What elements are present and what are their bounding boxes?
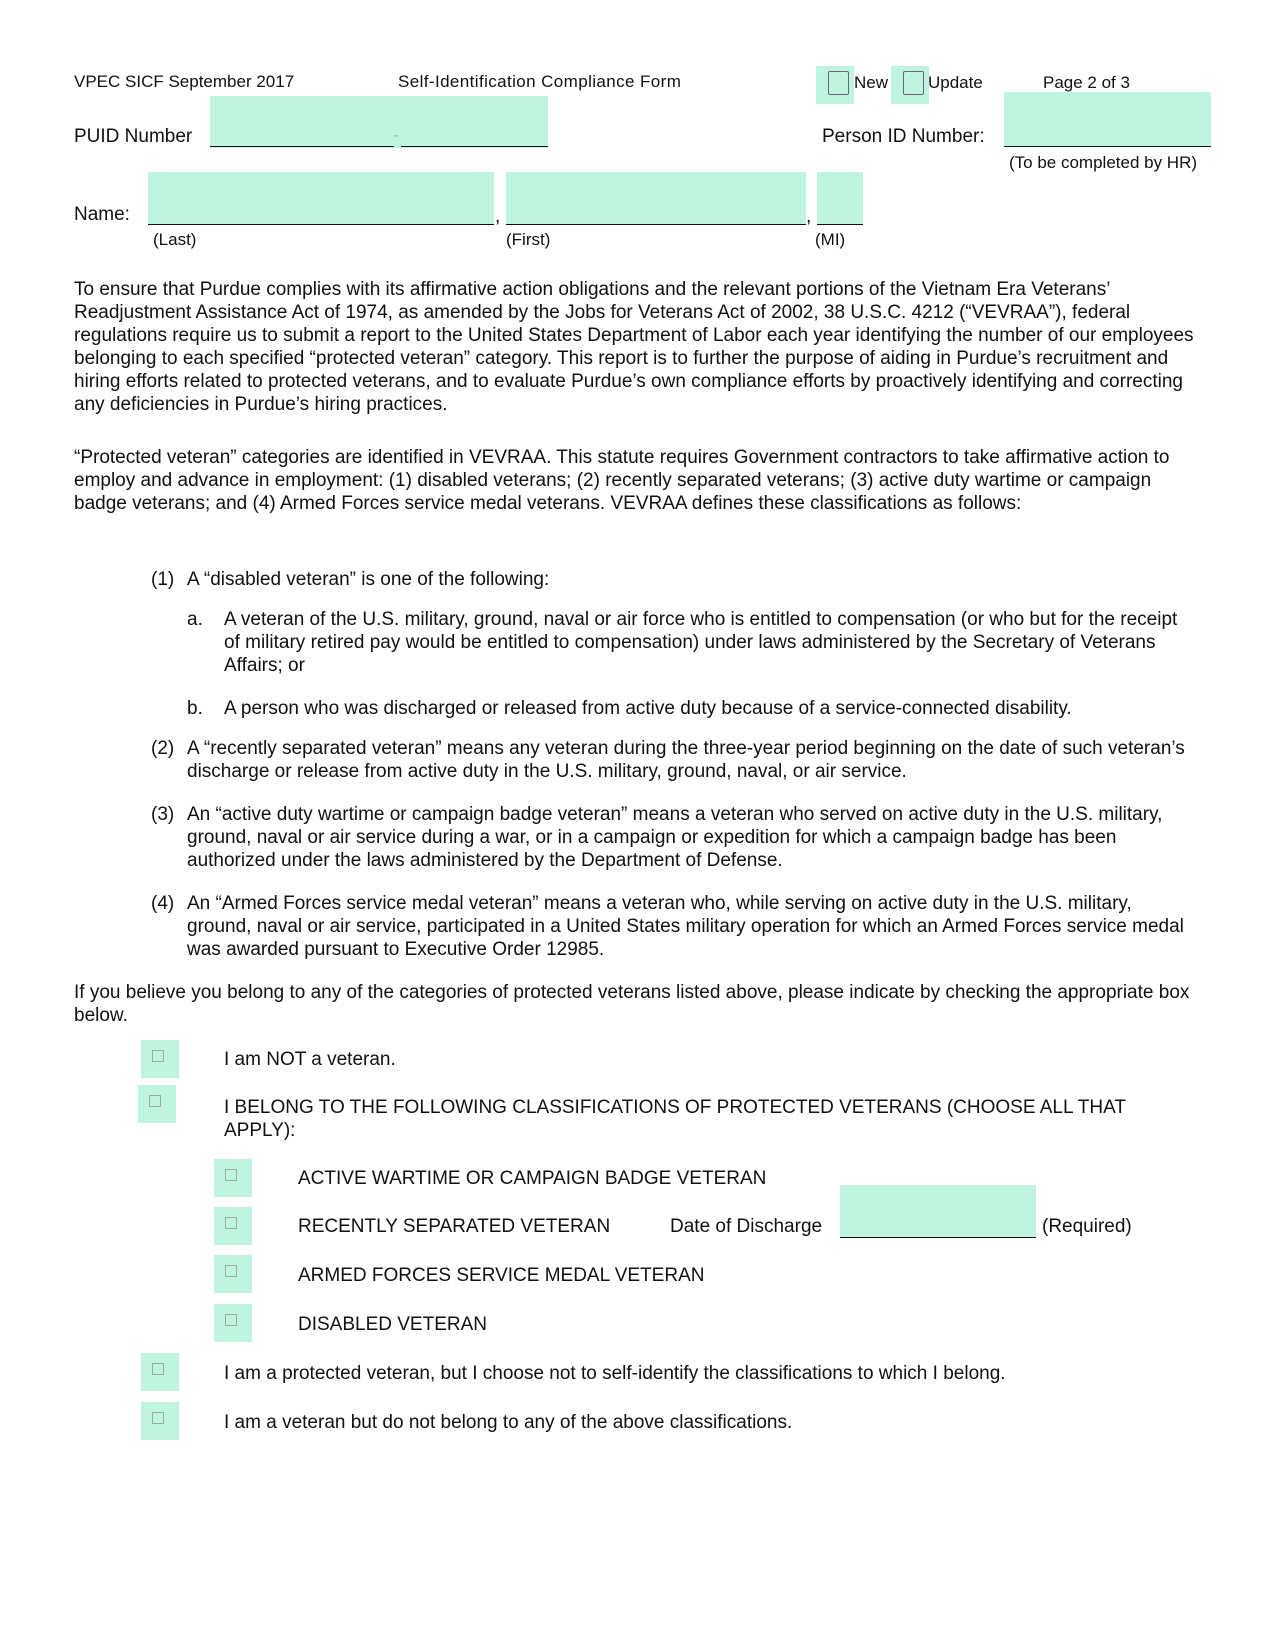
mi-caption: (MI) <box>815 230 846 249</box>
checkbox-icon <box>225 1169 237 1181</box>
definition-4-text: An “Armed Forces service medal veteran” means a veteran who, while serving on active duty in the U.S. military, ground, naval or air service, participated in a United States military operation for which an Armed Forces service medal was awarded pursuant to Executive Order 12985. <box>187 893 1184 960</box>
recently-separated-checkbox[interactable] <box>214 1207 252 1245</box>
discharge-date-underline <box>840 1237 1036 1238</box>
discharge-date-field[interactable] <box>840 1185 1036 1237</box>
belong-classifications-label: I BELONG TO THE FOLLOWING CLASSIFICATIONS OF PROTECTED VETERANS (CHOOSE ALL THAT APPLY): <box>224 1097 1126 1141</box>
definition-1-number: (1) <box>151 569 175 590</box>
required-label: (Required) <box>1042 1216 1132 1237</box>
new-checkbox[interactable] <box>816 66 854 104</box>
armed-forces-medal-label: ARMED FORCES SERVICE MEDAL VETERAN <box>298 1265 705 1286</box>
page-number: Page 2 of 3 <box>1043 73 1130 92</box>
person-id-field[interactable] <box>1004 92 1211 146</box>
recently-separated-label: RECENTLY SEPARATED VETERAN <box>298 1216 611 1237</box>
veteran-not-classified-checkbox[interactable] <box>141 1402 179 1440</box>
definition-2-number: (2) <box>151 738 175 759</box>
name-comma-1: , <box>495 206 501 227</box>
update-checkbox[interactable] <box>891 66 929 104</box>
intro-paragraph: To ensure that Purdue complies with its affirmative action obligations and the relevant portions of the Vietnam Era Veterans’ Readjustment Assistance Act of 1974, as amended by the Jobs for Veterans Act of 2002, 38 U.S.C. 4212 (“VEVRAA”), federal regulations require us to submit a report to the United States Department of Labor each year identifying the number of our employees belonging to each specified “protected veteran” category. This report is to further the purpose of aiding in Purdue’s recruitment and hiring efforts related to protected veterans, and to evaluate Purdue’s own compliance efforts by proactively identifying and correcting any deficiencies in Purdue’s hiring practices. <box>74 279 1194 415</box>
name-label: Name: <box>74 204 130 225</box>
definition-1a-text: A veteran of the U.S. military, ground, naval or air force who is entitled to compensation (or who but for the receipt of military retired pay would be entitled to compensation) under laws administered by the Secretary of Veterans Affairs; or <box>224 609 1178 676</box>
veteran-not-classified-label: I am a veteran but do not belong to any of the above classifications. <box>224 1412 793 1433</box>
definition-2-text: A “recently separated veteran” means any veteran during the three-year period beginning on the date of such veteran’s discharge or release from active duty in the U.S. military, ground, naval, or air service. <box>187 738 1185 782</box>
active-wartime-label: ACTIVE WARTIME OR CAMPAIGN BADGE VETERAN <box>298 1168 767 1189</box>
checkbox-icon <box>152 1412 164 1424</box>
last-caption: (Last) <box>153 230 197 249</box>
first-name-underline <box>506 224 806 225</box>
definition-1a-number: a. <box>187 609 203 630</box>
not-veteran-label: I am NOT a veteran. <box>224 1049 396 1070</box>
hr-note: (To be completed by HR) <box>1009 153 1198 172</box>
checkbox-icon <box>225 1265 237 1277</box>
first-caption: (First) <box>506 230 551 249</box>
new-label: New <box>854 73 889 92</box>
definition-4-number: (4) <box>151 893 175 914</box>
disabled-veteran-label: DISABLED VETERAN <box>298 1314 487 1335</box>
categories-paragraph: “Protected veteran” categories are identified in VEVRAA. This statute requires Government contractors to take affirmative action to employ and advance in employment: (1) disabled veterans; (2) recently separated veterans; (3) active duty wartime or campaign badge veterans; and (4) Armed Forces service medal veterans. VEVRAA defines these classifications as follows: <box>74 447 1170 514</box>
checkbox-icon <box>152 1050 164 1062</box>
belong-classifications-checkbox[interactable] <box>138 1085 176 1123</box>
name-comma-2: , <box>806 206 812 227</box>
checkbox-icon <box>149 1095 161 1107</box>
person-id-underline <box>1004 146 1211 147</box>
definition-1b-text: A person who was discharged or released from active duty because of a service-connected disability. <box>224 698 1072 719</box>
checkbox-icon <box>225 1217 237 1229</box>
middle-initial-underline <box>817 224 863 225</box>
puid-underline-1 <box>210 146 394 147</box>
choose-not-identify-label: I am a protected veteran, but I choose not to self-identify the classifications to which I belong. <box>224 1363 1006 1384</box>
checkbox-icon <box>152 1363 164 1375</box>
choose-not-identify-checkbox[interactable] <box>141 1353 179 1391</box>
armed-forces-medal-checkbox[interactable] <box>214 1255 252 1293</box>
definition-1b-number: b. <box>187 698 203 719</box>
not-veteran-checkbox[interactable] <box>141 1040 179 1078</box>
form-code: VPEC SICF September 2017 <box>74 72 295 91</box>
last-name-underline <box>148 224 494 225</box>
puid-underline-2 <box>401 146 548 147</box>
definition-3-number: (3) <box>151 804 175 825</box>
checkbox-icon <box>225 1314 237 1326</box>
person-id-label: Person ID Number: <box>822 126 985 147</box>
active-wartime-checkbox[interactable] <box>214 1159 252 1197</box>
discharge-date-label: Date of Discharge <box>670 1216 823 1237</box>
puid-field[interactable] <box>210 96 548 148</box>
definition-3-text: An “active duty wartime or campaign badge veteran” means a veteran who served on active duty in the U.S. military, ground, naval or air service during a war, or in a campaign or expedition for which a campaign badge has been authorized under the laws administered by the Department of Defense. <box>187 804 1163 871</box>
disabled-veteran-checkbox[interactable] <box>214 1304 252 1342</box>
puid-separator: - <box>393 127 399 144</box>
first-name-field[interactable] <box>506 172 806 224</box>
instruction-text: If you believe you belong to any of the categories of protected veterans listed above, please indicate by checking the appropriate box below. <box>74 982 1190 1026</box>
form-title: Self-Identification Compliance Form <box>398 72 682 91</box>
last-name-field[interactable] <box>148 172 494 224</box>
update-label: Update <box>928 73 983 92</box>
puid-label: PUID Number <box>74 126 193 147</box>
checkbox-icon <box>903 71 924 95</box>
definition-1-text: A “disabled veteran” is one of the following: <box>187 569 550 590</box>
middle-initial-field[interactable] <box>817 172 863 224</box>
checkbox-icon <box>828 71 849 95</box>
